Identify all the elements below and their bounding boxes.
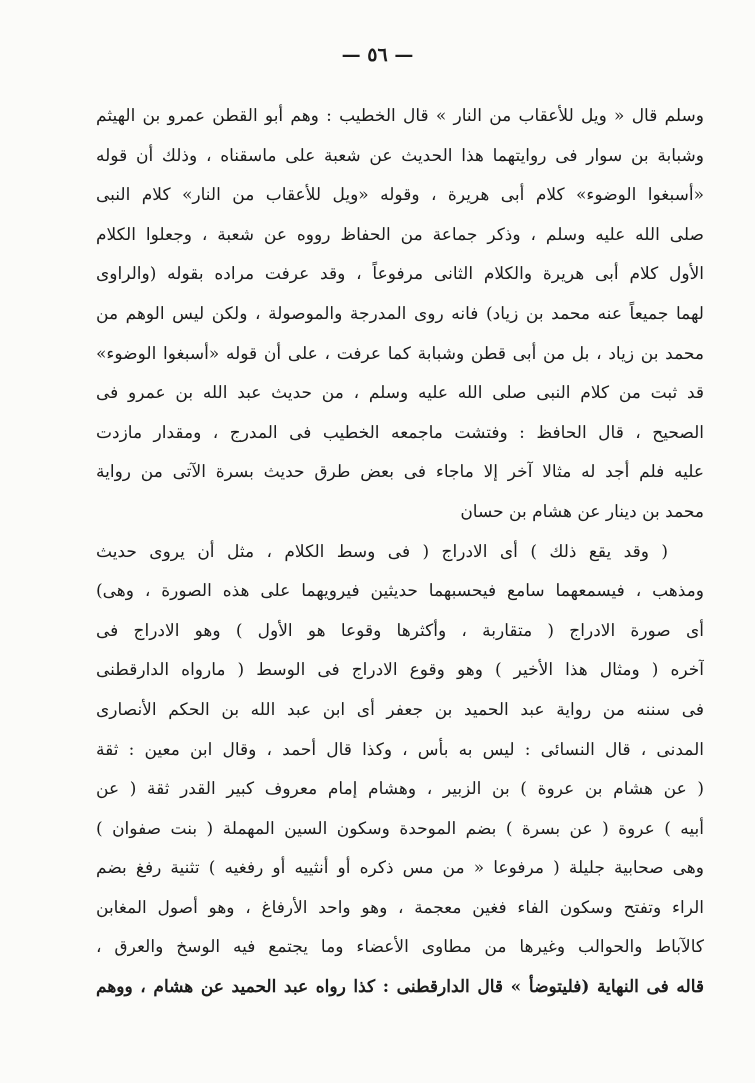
text-line: الأول كلام أبى هريرة والكلام الثانى مرفوعاً ، وقد عرفت مراده بقوله (والراوى — [96, 264, 704, 285]
text-line: عليه فلم أجد له مثالا آخر إلا ماجاء فى بعض طرق حديث بسرة الآتى من رواية — [96, 462, 704, 483]
text-line: أبيه ) عروة ( عن بسرة ) بضم الموحدة وسكون السين المهملة ( بنت صفوان ) — [96, 818, 704, 839]
text-line: فى سننه من رواية عبد الحميد بن جعفر أى ابن عبد الله بن الحكم الأنصارى — [96, 699, 704, 720]
text-line: قاله فى النهاية (فليتوضأ » قال الدارقطنى : كذا رواه عبد الحميد عن هشام ، ووهم — [96, 977, 704, 998]
text-line: آخره ( ومثال هذا الأخير ) وهو وقوع الادراج فى الوسط ( مارواه الدارقطنى — [96, 660, 704, 681]
body-text — [96, 97, 704, 1008]
text-line: وشبابة بن سوار فى روايتهما هذا الحديث عن شعبة على ماسقناه ، وذلك أن قوله — [96, 145, 704, 166]
text-line: الراء وتفتح وسكون الفاء فغين معجمة ، وهو واحد الأرفاغ ، وهو أصول المغابن — [96, 897, 704, 918]
text-line: صلى الله عليه وسلم ، وذكر جماعة من الحفاظ رووه عن شعبة ، وجعلوا الكلام — [96, 224, 704, 245]
text-line: محمد بن زياد ، بل من أبى قطن وشبابة كما عرفت ، على أن قوله «أسبغوا الوضوء» — [96, 343, 704, 364]
text-line: أى صورة الادراج ( متقاربة ، وأكثرها وقوعا هو الأول ) وهو الادراج فى — [96, 620, 704, 641]
text-line: وسلم قال « ويل للأعقاب من النار » قال الخطيب : وهم أبو القطن عمرو بن الهيثم — [96, 106, 704, 126]
text-line: محمد بن دينار عن هشام بن حسان — [460, 501, 704, 522]
text-line: وهى صحابية جليلة ( مرفوعا « من مس ذكره أو أنثييه أو رفغيه ) تثنية رفغ بضم — [96, 858, 704, 879]
text-line: قد ثبت من كلام النبى صلى الله عليه وسلم ، من حديث عبد الله بن عمرو فى — [96, 383, 704, 404]
text-line: لهما جميعاً عنه محمد بن زياد) فانه روى المدرجة والموصولة ، ولكن ليس الوهم من — [96, 303, 704, 324]
text-line: ومذهب ، فيسمعهما سامع فيحسبهما حديثين فيرويهما على هذه الصورة ، وهى) — [96, 581, 704, 602]
text-line: الصحيح ، قال الحافظ : وفتشت ماجمعه الخطيب فى المدرج ، ومقدار مازدت — [96, 422, 704, 443]
text-line: «أسبغوا الوضوء» كلام أبى هريرة ، وقوله «ويل للأعقاب من النار» كلام النبى — [96, 185, 704, 206]
text-line: ( وقد يقع ذلك ) أى الادراج ( فى وسط الكلام ، مثل أن يروى حديث — [96, 541, 668, 562]
text-line: المدنى ، قال النسائى : ليس به بأس ، وكذا قال أحمد ، وقال ابن معين : ثقة — [96, 739, 704, 760]
page-number: — ٥٦ — — [341, 44, 414, 66]
text-line: كالآباط والحوالب وغيرها من مطاوى الأعضاء وما يجتمع فيه الوسخ والعرق ، — [96, 937, 704, 958]
text-line: ( عن هشام بن عروة ) بن الزبير ، وهشام إمام معروف كبير القدر ثقة ( عن — [96, 779, 704, 800]
